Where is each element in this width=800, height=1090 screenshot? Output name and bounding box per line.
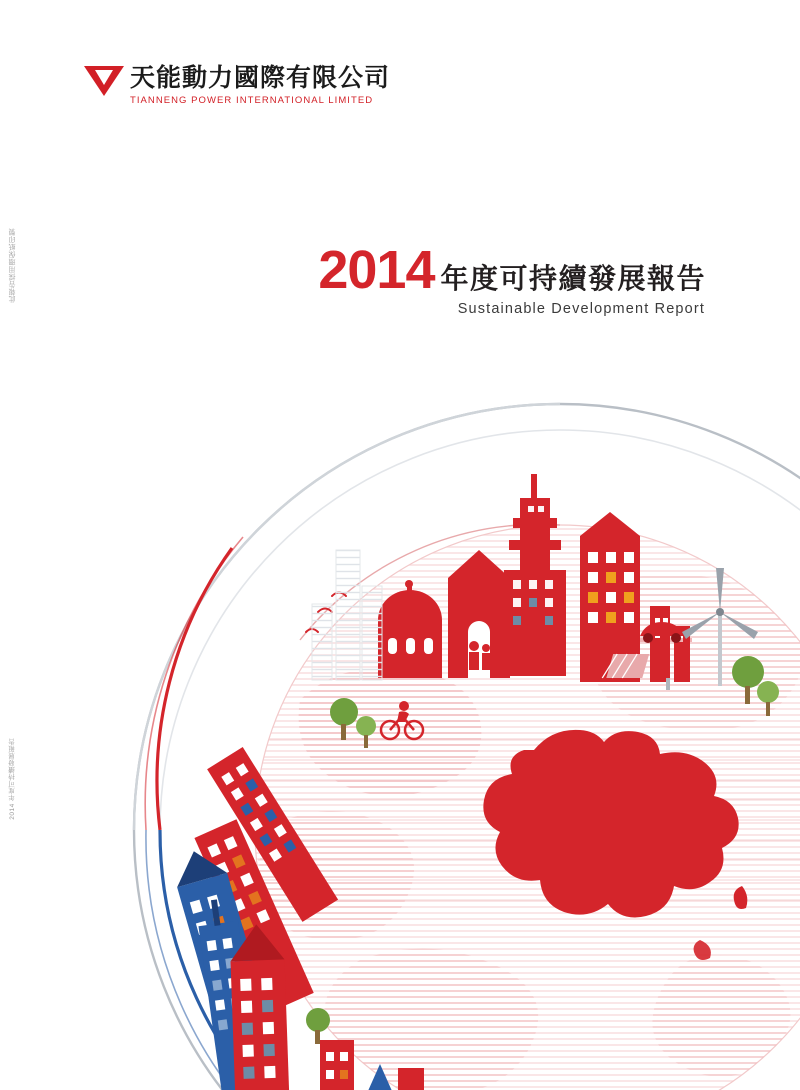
company-name-cn: 天能動力國際有限公司 bbox=[130, 64, 391, 92]
logo-text bbox=[130, 62, 390, 106]
cover-title bbox=[318, 240, 706, 317]
side-note-top: 此報告採用環保紙印製 bbox=[9, 228, 16, 303]
tianneng-v-mark-icon bbox=[84, 62, 124, 104]
company-name-en: TIANNENG POWER INTERNATIONAL LIMITED bbox=[130, 95, 374, 107]
report-title-en: Sustainable Development Report bbox=[457, 300, 705, 317]
title-main-row bbox=[318, 240, 706, 300]
globe-city-svg bbox=[0, 400, 800, 1090]
cover-illustration bbox=[0, 400, 800, 1090]
side-note-bottom: 2014 年度可持續發展報告 bbox=[9, 738, 16, 820]
report-title-cn: 年度可持續發展報告 bbox=[440, 262, 706, 294]
company-logo bbox=[84, 62, 390, 106]
report-year: 2014 bbox=[318, 240, 435, 300]
